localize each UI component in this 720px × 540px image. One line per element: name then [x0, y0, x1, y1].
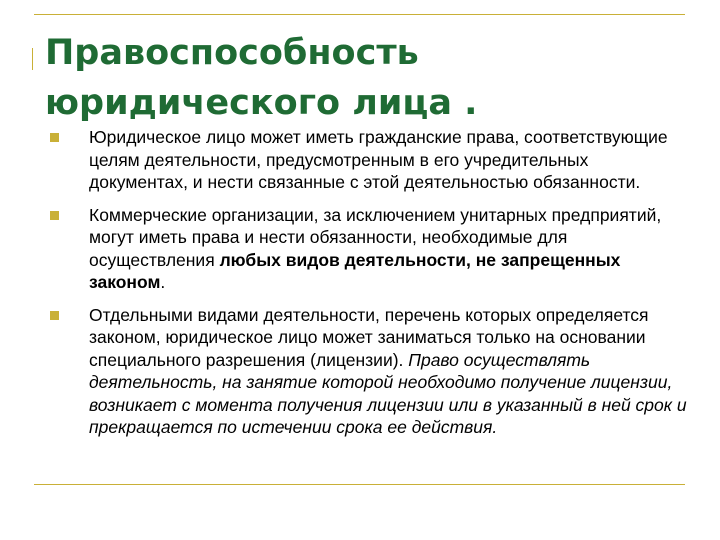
square-bullet-icon: [50, 133, 59, 142]
bullet-list: [50, 126, 690, 449]
bullet-2-bold-text: любых видов деятельности, не запрещенных законом: [89, 249, 621, 292]
left-accent-line: [32, 48, 33, 70]
bullet-item-1: [50, 126, 690, 194]
bottom-divider: [34, 484, 685, 485]
bullet-item-2: [50, 204, 690, 294]
square-bullet-icon: [50, 311, 59, 320]
bullet-2-text: Коммерческие организации, за исключением унитарных предприятий, могут иметь права и нести обязанности, необходимые для осуществления: [89, 204, 662, 270]
bullet-3-text: Отдельными видами деятельности, перечень которых определяется законом, юридическое лицо может заниматься только на основании специального разрешения (лицензии).: [89, 304, 649, 370]
slide-title: [45, 28, 685, 128]
title-line-2: юридического лица .: [45, 83, 478, 123]
bullet-2-tail: .: [160, 272, 166, 292]
bullet-item-3: [50, 304, 690, 439]
bullet-3-italic-text: Право осуществлять деятельность, на занятие которой необходимо получение лицензии, возникает с момента получения лицензии или в указанный в ней срок и прекращается по истечении срока ее действия.: [89, 349, 687, 437]
square-bullet-icon: [50, 211, 59, 220]
bullet-1-text: Юридическое лицо может иметь гражданские права, соответствующие целям деятельности, предусмотренным в его учредительных документах, и нести связанные с этой деятельностью обязанности.: [89, 127, 668, 192]
top-divider: [34, 14, 685, 15]
title-line-1: Правоспособность: [45, 33, 419, 73]
